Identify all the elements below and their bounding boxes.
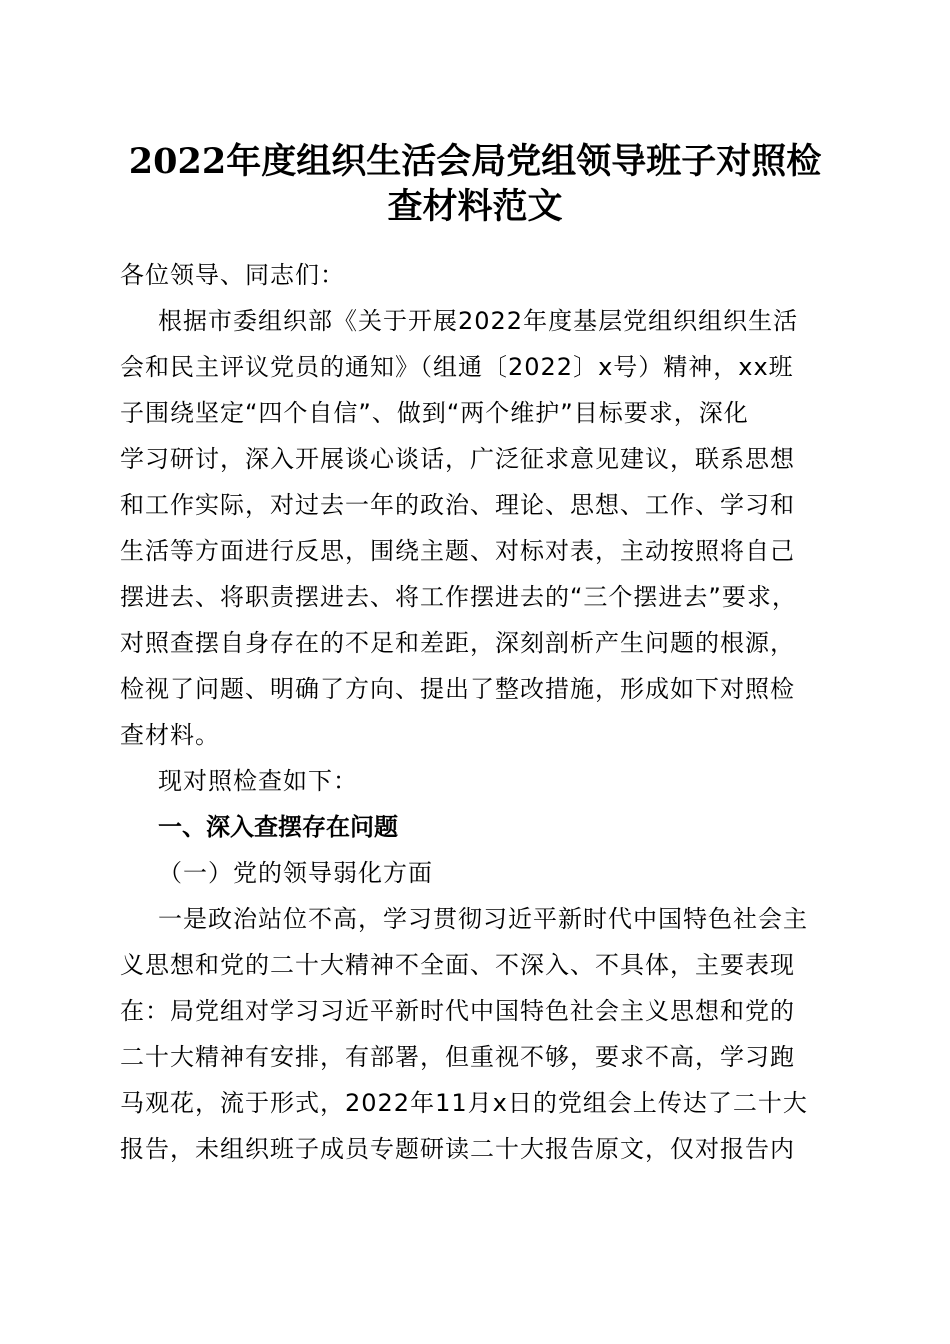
document-body <box>120 252 830 1172</box>
paragraph-line: 检视了问题、明确了方向、提出了整改措施，形成如下对照检 <box>120 675 795 703</box>
paragraph-line: 马观花，流于形式，2022年11月x日的党组会上传达了二十大 <box>120 1089 808 1117</box>
paragraph-line: 二十大精神有安排，有部署，但重视不够，要求不高，学习跑 <box>120 1043 795 1071</box>
paragraph-line: 根据市委组织部《关于开展2022年度基层党组织组织生活 <box>158 307 799 335</box>
paragraph-line: 和工作实际，对过去一年的政治、理论、思想、工作、学习和 <box>120 491 795 519</box>
paragraph-line: 义思想和党的二十大精神不全面、不深入、不具体，主要表现 <box>120 951 795 979</box>
salutation: 各位领导、同志们： <box>120 261 345 289</box>
subsection-heading: （一）党的领导弱化方面 <box>158 859 433 887</box>
document-title-line-1: 2022年度组织生活会局党组领导班子对照检 <box>128 141 822 182</box>
paragraph-line: 对照查摆自身存在的不足和差距，深刻剖析产生问题的根源， <box>120 629 795 657</box>
paragraph-line: 查材料。 <box>120 721 220 749</box>
paragraph-line: 一是政治站位不高，学习贯彻习近平新时代中国特色社会主 <box>158 905 808 933</box>
section-heading: 一、深入查摆存在问题 <box>158 813 398 841</box>
document-title-line-2: 查材料范文 <box>387 186 563 227</box>
paragraph-line: 会和民主评议党员的通知》（组通〔2022〕x号）精神，xx班 <box>120 353 794 381</box>
paragraph-line: 报告，未组织班子成员专题研读二十大报告原文，仅对报告内 <box>120 1135 795 1163</box>
paragraph-line: 在：局党组对学习习近平新时代中国特色社会主义思想和党的 <box>120 997 795 1025</box>
paragraph-line: 现对照检查如下： <box>158 767 358 795</box>
paragraph-line: 摆进去、将职责摆进去、将工作摆进去的“三个摆进去”要求， <box>120 583 797 611</box>
paragraph-line: 生活等方面进行反思，围绕主题、对标对表，主动按照将自己 <box>120 537 795 565</box>
paragraph-line: 子围绕坚定“四个自信”、做到“两个维护”目标要求，深化 <box>120 399 749 427</box>
paragraph-line: 学习研讨，深入开展谈心谈话，广泛征求意见建议，联系思想 <box>120 445 795 473</box>
